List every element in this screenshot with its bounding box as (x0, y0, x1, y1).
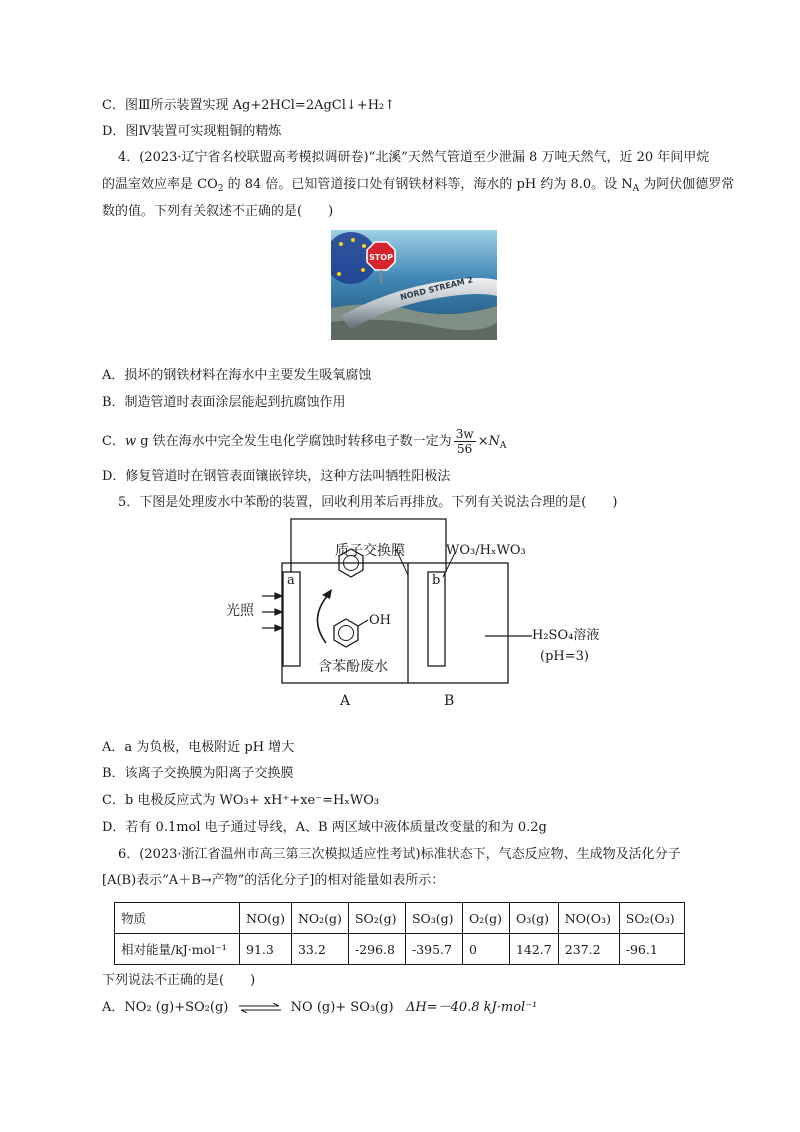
solution-label: H₂SO₄溶液 (532, 628, 600, 643)
q4-option-a: A．损坏的钢铁材料在海水中主要发生吸氧腐蚀 (102, 368, 372, 383)
q5-stem: 5．下图是处理废水中苯酚的装置，回收利用苯后再排放。下列有关说法合理的是( ) (118, 495, 618, 510)
table-cell: SO₃(g) (405, 903, 462, 934)
waste-water-label: 含苯酚废水 (318, 659, 388, 675)
solution-ph-label: (pH=3) (540, 649, 589, 664)
table-cell: 33.2 (291, 934, 348, 965)
table-cell: 0 (462, 934, 509, 965)
table-cell: -96.1 (619, 934, 684, 965)
table-cell: 237.2 (558, 934, 619, 965)
table-cell: SO₂(g) (348, 903, 405, 934)
pipe-text: NORD STREAM 2 (399, 275, 474, 302)
stop-sign-text: STOP (369, 253, 393, 262)
q5-option-d: D．若有 0.1mol 电子通过导线，A、B 两区域中液体质量改变量的和为 0.2g (102, 820, 547, 835)
table-cell: 物质 (115, 903, 240, 934)
q4-stem-line2: 的温室效应率是 $CO_2$ 的 84 倍。已知管道接口处有钢铁材料等，海水的 pH 约为 8.0。设 $N_A$ 为阿伏伽德罗常 (102, 177, 735, 194)
table-cell: 相对能量/kJ·mol⁻¹ (115, 934, 240, 965)
table-row (115, 934, 685, 965)
equilibrium-arrow-icon (237, 1003, 283, 1013)
phenol-oh-label: OH (369, 613, 391, 628)
q4-stem-line3: 数的值。下列有关叙述不正确的是( ) (102, 204, 334, 219)
electrode-a-label: a (287, 573, 295, 588)
table-cell: O₂(g) (462, 903, 509, 934)
table-cell: -296.8 (348, 934, 405, 965)
q5-option-c: C．b 电极反应式为 WO₃+ xH⁺+xe⁻=HₓWO₃ (102, 793, 380, 808)
electrode-b-label: b (432, 573, 441, 588)
electrolysis-diagram (210, 515, 600, 715)
table-cell: NO₂(g) (291, 903, 348, 934)
table-cell: 142.7 (509, 934, 558, 965)
table-cell: NO(O₃) (558, 903, 619, 934)
electrode-b-material-label: WO₃/HₓWO₃ (446, 543, 526, 558)
light-label: 光照 (226, 603, 254, 619)
q6-stem-line1: 6．(2023·浙江省温州市高三第三次模拟适应性考试)标准状态下，气态反应物、生成物及活化分子 (118, 847, 681, 862)
fraction-3w-56: $\frac{3w}{56}$ (455, 427, 474, 456)
q4-option-b: B．制造管道时表面涂层能起到抗腐蚀作用 (102, 395, 346, 410)
table-cell: 91.3 (240, 934, 292, 965)
region-b-label: B (444, 693, 455, 709)
q3-option-d: D．图Ⅳ装置可实现粗铜的精炼 (102, 124, 282, 139)
q6-stem-line2: [A(B)表示“A＋B→产物”的活化分子]的相对能量如表所示： (102, 873, 445, 888)
q4-option-c: C．w g 铁在海水中完全发生电化学腐蚀时转移电子数一定为 $\frac{3w}{56}$ $\times N_A$ (102, 427, 507, 456)
q6-option-a: A．NO₂ (g)+SO₂(g) NO (g)+ SO₃(g) ΔH=－40.8 kJ·mol⁻¹ (102, 1000, 538, 1015)
membrane-label: 质子交换膜 (335, 543, 405, 559)
nord-stream-photo (331, 230, 497, 340)
q5-option-b: B．该离子交换膜为阳离子交换膜 (102, 766, 294, 781)
q6-question: 下列说法不正确的是( ) (102, 973, 256, 988)
table-cell: SO₂(O₃) (619, 903, 684, 934)
table-header-row (115, 903, 685, 934)
relative-energy-table (114, 902, 685, 965)
q3-option-c: C．图Ⅲ所示装置实现 Ag+2HCl=2AgCl↓+H₂↑ (102, 98, 396, 113)
q4-stem-line1: 4．(2023·辽宁省名校联盟高考模拟调研卷)“北溪”天然气管道至少泄漏 8 万吨天然气，近 20 年间甲烷 (118, 150, 710, 165)
q4-option-d: D．修复管道时在钢管表面镶嵌锌块，这种方法叫牺牲阳极法 (102, 469, 451, 484)
table-cell: -395.7 (405, 934, 462, 965)
region-a-label: A (340, 693, 351, 709)
table-cell: NO(g) (240, 903, 292, 934)
table-cell: O₃(g) (509, 903, 558, 934)
q5-option-a: A．a 为负极，电极附近 pH 增大 (102, 740, 295, 755)
